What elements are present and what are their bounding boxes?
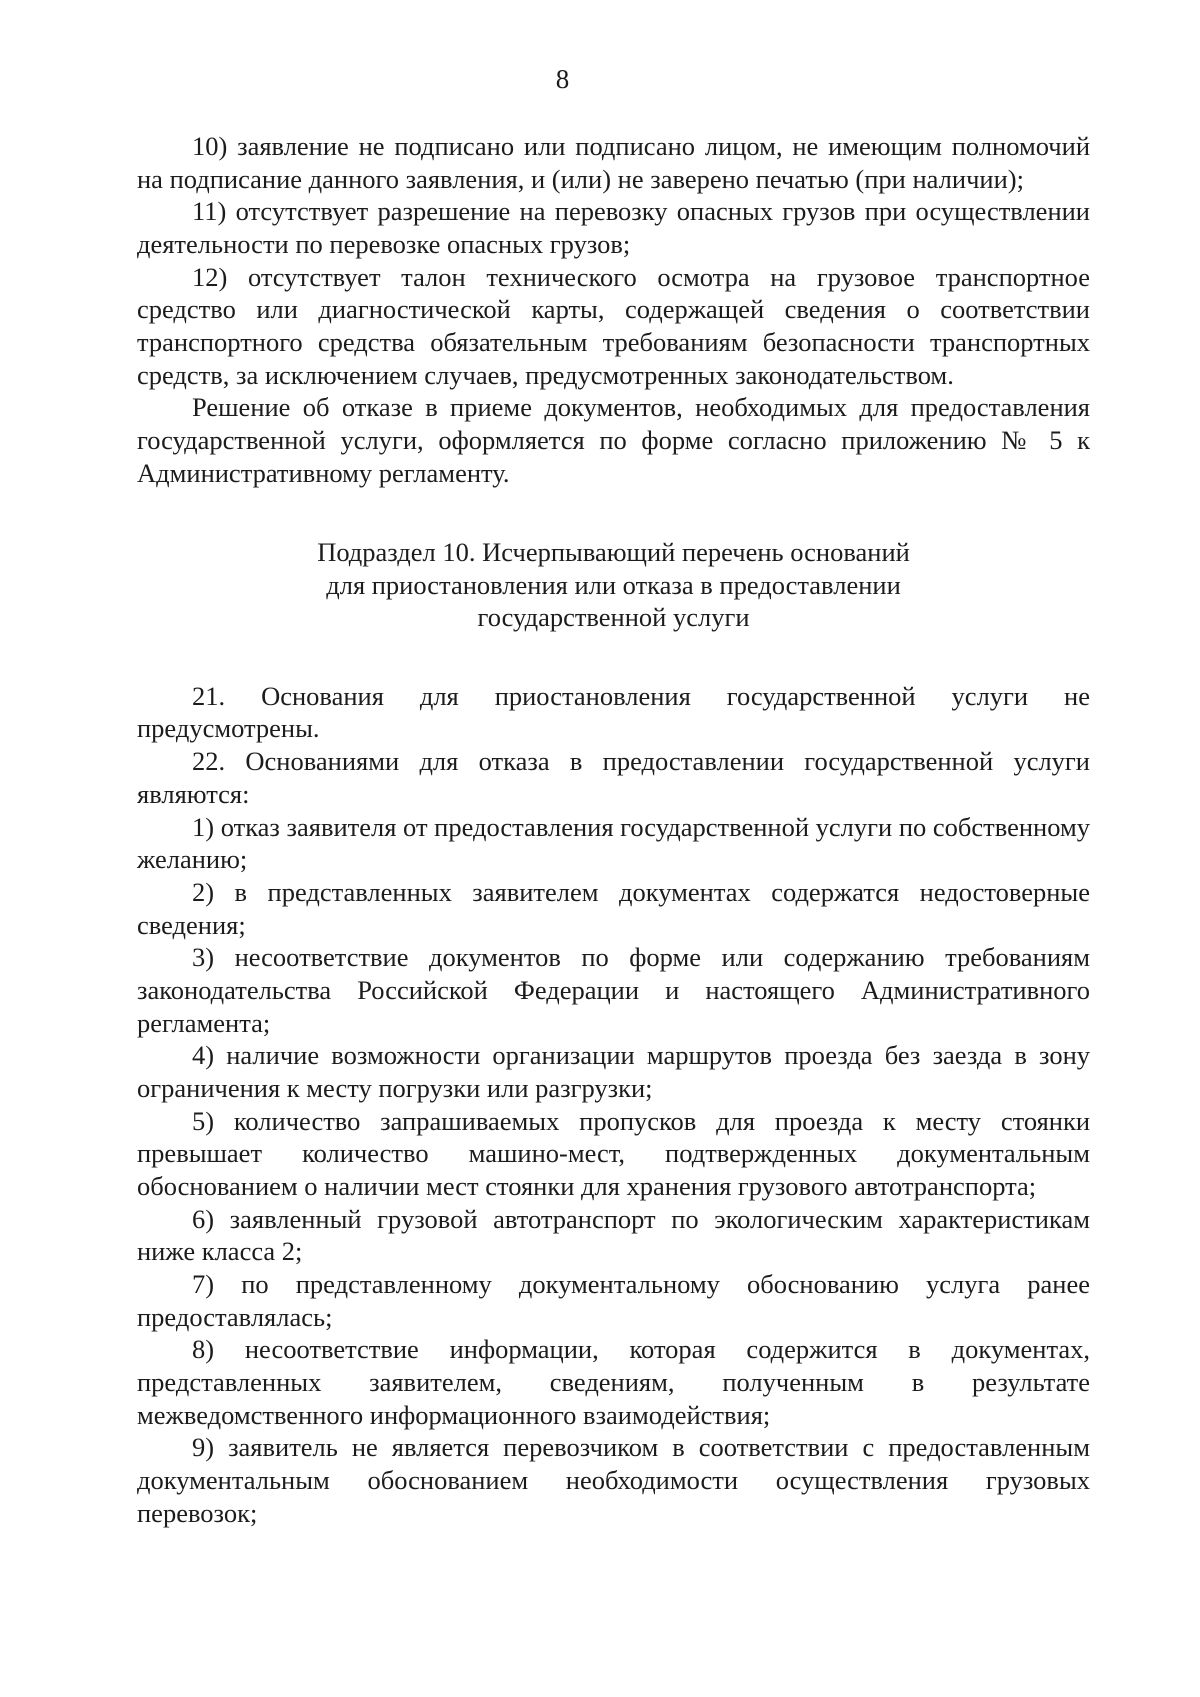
paragraph-clause-21: 21. Основания для приостановления государственной услуги не предусмотрены.: [137, 680, 1090, 744]
paragraph-clause-22: 22. Основаниями для отказа в предоставлении государственной услуги являются:: [137, 746, 1090, 809]
paragraph-ground-2: 2) в представленных заявителем документах содержатся недостоверные сведения;: [137, 877, 1090, 940]
paragraph-item-12: 12) отсутствует талон технического осмотра на грузовое транспортное средство или диагностической карты, содержащей сведения о соответствии транспортного средства обязательным требованиям безопасности транспортных средств, за исключением случаев, предусмотренных законодательством.: [137, 261, 1090, 390]
paragraph-ground-9: 9) заявитель не является перевозчиком в соответствии с предоставленным документальным обоснованием необходимости осуществления грузовых перевозок;: [137, 1432, 1090, 1528]
section-heading-line: для приостановления или отказа в предоставлении: [326, 569, 901, 600]
paragraph-item-10: 10) заявление не подписано или подписано лицом, не имеющим полномочий на подписание данного заявления, и (или) не заверено печатью (при наличии);: [137, 131, 1090, 194]
paragraph-ground-7: 7) по представленному документальному обоснованию услуга ранее предоставлялась;: [137, 1269, 1090, 1332]
section-heading-line: Подраздел 10. Исчерпывающий перечень оснований: [317, 537, 910, 568]
paragraph-ground-1: 1) отказ заявителя от предоставления государственной услуги по собственному желанию;: [137, 811, 1090, 875]
paragraph-item-11: 11) отсутствует разрешение на перевозку опасных грузов при осуществлении деятельности по перевозке опасных грузов;: [137, 196, 1090, 259]
page-number: 8: [555, 64, 570, 94]
paragraph-ground-6: 6) заявленный грузовой автотранспорт по экологическим характеристикам ниже класса 2;: [137, 1203, 1090, 1267]
paragraph-ground-3: 3) несоответствие документов по форме или содержанию требованиям законодательства Российской Федерации и настоящего Административного регламента;: [137, 942, 1090, 1038]
paragraph-refusal-decision: Решение об отказе в приеме документов, необходимых для предоставления государственной услуги, оформляется по форме согласно приложению № 5 к Административному регламенту.: [137, 392, 1090, 488]
paragraph-ground-5: 5) количество запрашиваемых пропусков для проезда к месту стоянки превышает количество машино-мест, подтвержденных документальным обоснованием о наличии мест стоянки для хранения грузового автотранспорта;: [137, 1105, 1090, 1201]
section-heading: [137, 536, 1090, 634]
paragraph-ground-4: 4) наличие возможности организации маршрутов проезда без заезда в зону ограничения к месту погрузки или разгрузки;: [137, 1040, 1090, 1103]
section-heading-line: государственной услуги: [477, 602, 750, 633]
paragraph-ground-8: 8) несоответствие информации, которая содержится в документах, представленных заявителем, сведениям, полученным в результате межведомственного информационного взаимодействия;: [137, 1334, 1090, 1430]
document-body: [137, 130, 1090, 1529]
